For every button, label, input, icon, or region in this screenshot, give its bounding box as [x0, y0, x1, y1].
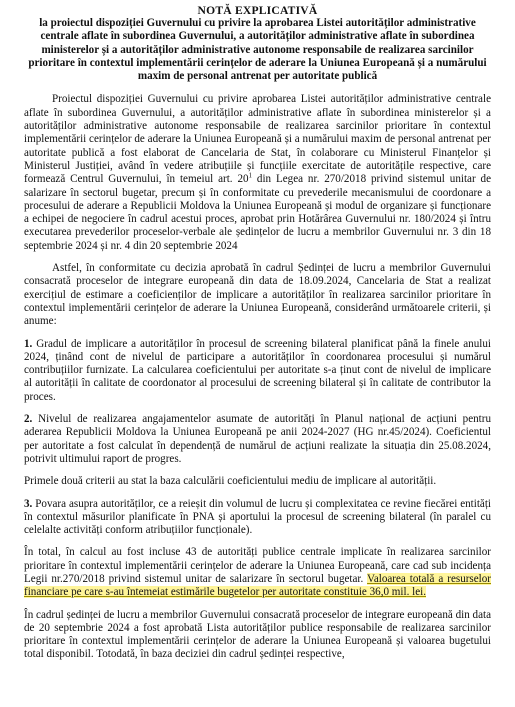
document-title: NOTĂ EXPLICATIVĂ [197, 4, 318, 17]
paragraph-total-text: În total, în calcul au fost incluse 43 de autorități publice centrale implicate în realizarea sarcinilor prioritare în contextul implementării cerințelor de aderare la Uniunea Europeană, care cad sub incidența Legii nr.270/2018 privind sistemul unitar de salarizare în sectorul bugetar. [24, 546, 491, 585]
criterion-1 [24, 338, 491, 404]
paragraph-intro-text-b: din Legea nr. 270/2018 privind sistemul unitar de salarizare în sectorul bugetar, precum și în conformitate cu prevederile mecanismului de coordonare a procesului de aderare a Republicii Moldova la Uniunea Europeană și modul de organizare și funcționare a echipei de negociere în cadrul acestui proces, aprobat prin Hotărârea Guvernului nr. 180/2024 și întru executarea prevederilor proceselor-verbale ale ședințelor de lucru a membrilor Guvernului nr. 3 din 18 septembrie 2024 și nr. 4 din 20 septembrie 2024 [24, 173, 491, 252]
highlighted-budget-text: Valoarea totală a resurselor financiare pe care s-au întemeiat estimările bugetelor per autoritate constituie 36,0 mil. lei. [24, 572, 491, 599]
paragraph-intro-text-a: Proiectul dispoziției Guvernului cu privire aprobarea Listei autorităților administrative centrale aflate în subordinea Guvernului, a autorităților administrative aflate în subordinea ministerelor și a autorităților administrative autonome responsabile de realizarea sarcinilor prioritare în contextul implementării cerințelor de aderare la Uniunea Europeană și a numărului maxim de personal antrenat per autoritate publică a fost elaborat de Cancelaria de Stat, în colaborare cu Ministerul Finanțelor și Ministerul Justiției, având în vedere atribuțiile și funcțiile exercitate de autoritățile respective, care formează Centrul Guvernului, în temeiul art. 20 [24, 93, 491, 186]
criterion-1-text: Gradul de implicare a autorităților în procesul de screening bilateral planificat până la finele anului 2024, ținând cont de nivelul de participare a autorităților în coordonarea procesului și numărul contribuțiilor furnizate. La calcularea coeficientului per autoritate s-a ținut cont de nivelul de implicare al autorității în calitate de coordonator al procesului de screening bilateral și în calitate de contributor la proces. [24, 337, 491, 403]
criterion-2-text: Nivelul de realizarea angajamentelor asumate de autorități în Planul național de acțiuni pentru aderarea Republicii Moldova la Uniunea Europeană pe anii 2024-2027 (HG nr.45/2024). Coeficientul per autoritate a fost calculat în dependență de numărul de acțiuni realizate la situația din 25.08.2024, potrivit ultimului raport de progres. [24, 413, 491, 465]
article-superscript: 1 [248, 171, 253, 180]
criterion-3 [24, 498, 491, 538]
criterion-1-number: 1. [24, 337, 33, 350]
criterion-2-number: 2. [24, 413, 33, 426]
criterion-2 [24, 413, 491, 466]
paragraph-criteria-intro: Astfel, în conformitate cu decizia aprobată în cadrul Ședinței de lucru a membrilor Guvernului consacrată proceselor de integrare europeană din data de 18.09.2024, Cancelaria de Stat a realizat exercițiul de estimare a coeficienților de implicare a autorităților în realizarea sarcinilor prioritare în contextul implementării cerințelor de aderare la Uniunea Europeană, considerând următoarele criterii, și anume: [24, 262, 491, 328]
paragraph-total [24, 546, 491, 599]
paragraph-basis: Primele două criterii au stat la baza calculării coeficientului mediu de implicare al autorității. [24, 475, 437, 488]
criterion-3-text: Povara asupra autorităților, ce a reieșit din volumul de lucru și complexitatea ce revine fiecărei entități în contextul măsurilor planificate în PNA și aportului la procesul de screening bilateral (în paralel cu celelalte activități conform atribuțiilor funcționale). [24, 497, 491, 537]
criterion-3-number: 3. [24, 497, 33, 510]
paragraph-meeting: În cadrul ședinței de lucru a membrilor Guvernului consacrată proceselor de integrare europeană din data de 20 septembrie 2024 a fost aprobată Lista autorităților publice responsabile de realizarea sarcinilor prioritare în contextul implementării cerințelor de aderare la Uniunea Europeană și valoarea bugetului total disponibil. Totodată, în baza deciziei din cadrul ședinței respective, [24, 608, 491, 661]
paragraph-intro [24, 93, 491, 253]
document-subtitle: la proiectul dispoziției Guvernului cu privire la aprobarea Listei autorităților administrative centrale aflate în subordinea Guvernului, a autorităților administrative aflate în subordinea ministerelor și a autorităților administrative autonome responsabile de realizarea sarcinilor prioritare în contextul implementării cerințelor de aderare la Uniunea Europeană și a numărului maxim de personal antrenat per autoritate publică [28, 17, 487, 83]
